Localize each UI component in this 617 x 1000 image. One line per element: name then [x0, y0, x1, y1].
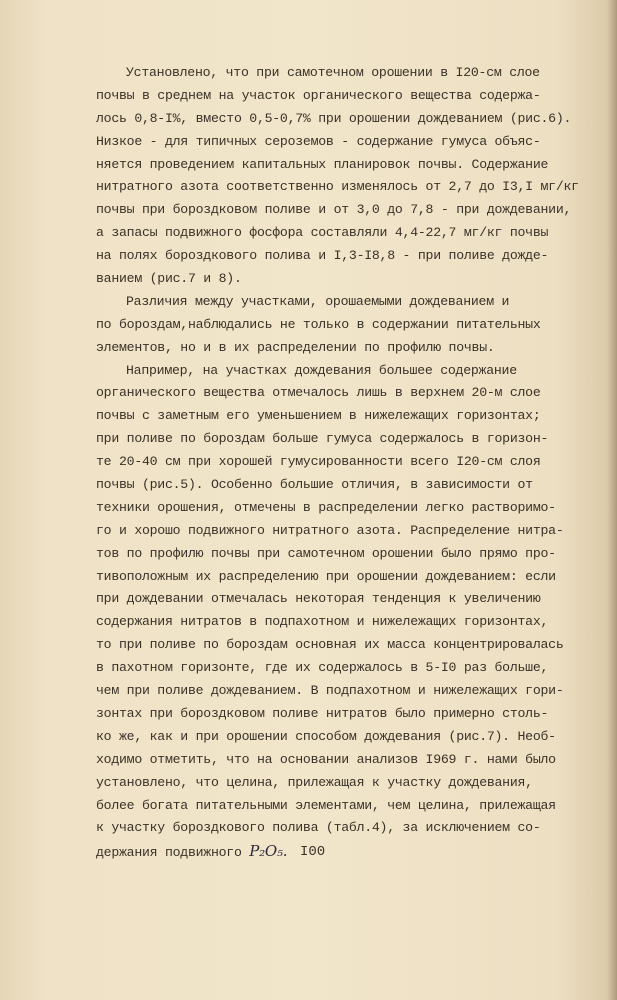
- text-line: в пахотном горизонте, где их содержалось в 5-I0 раз больше,: [96, 660, 549, 676]
- text-line: нитратного азота соответственно изменялось от 2,7 до I3,I мг/кг: [96, 179, 579, 195]
- body-text: [96, 62, 579, 863]
- text-line: Установлено, что при самотечном орошении в I20-см слое: [126, 65, 540, 80]
- text-line: при поливе по бороздам больше гумуса содержалось в горизон-: [96, 431, 549, 447]
- text-line: почвы при бороздковом поливе и от 3,0 до 7,8 - при дождевании,: [96, 202, 572, 218]
- text-line: тов по профилю почвы при самотечном орошении было прямо про-: [96, 545, 556, 561]
- text-line: зонтах при бороздковом поливе нитратов было примерно столь-: [96, 705, 549, 721]
- text-line: к участку бороздкового полива (табл.4), за исключением со-: [96, 820, 541, 836]
- text-line: почвы в среднем на участок органического вещества содержа-: [96, 87, 541, 103]
- text-line: то при поливе по бороздам основная их масса концентрировалась: [96, 637, 564, 653]
- text-line: техники орошения, отмечены в распределении легко растворимо-: [96, 499, 556, 515]
- text-line: почвы с заметным его уменьшением в нижележащих горизонтах;: [96, 408, 541, 424]
- page-spine-shadow: [607, 0, 617, 1000]
- text-line: при дождевании отмечалась некоторая тенденция к увеличению: [96, 591, 541, 607]
- text-line: Например, на участках дождевания большее содержание: [126, 362, 517, 378]
- text-line: няется проведением капитальных планировок почвы. Содержание: [96, 156, 549, 172]
- text-line: на полях бороздкового полива и I,3-I8,8 - при поливе дожде-: [96, 248, 549, 264]
- text-line: почвы (рис.5). Особенно большие отличия, в зависимости от: [96, 477, 533, 493]
- text-line: более богата питательными элементами, чем целина, прилежащая: [96, 797, 556, 813]
- page-number: I00: [300, 844, 326, 860]
- text-line: а запасы подвижного фосфора составляли 4,4-22,7 мг/кг почвы: [96, 225, 549, 241]
- text-line: ванием (рис.7 и 8).: [96, 271, 242, 287]
- text-line: те 20-40 см при хорошей гумусированности всего I20-см слоя: [96, 454, 541, 470]
- text-line-final: [96, 840, 576, 863]
- text-line: тивоположным их распределению при орошении дождеванием: если: [96, 568, 556, 584]
- text-line: Низкое - для типичных сероземов - содержание гумуса объяс-: [96, 133, 541, 149]
- text-line: установлено, что целина, прилежащая к участку дождевания,: [96, 774, 533, 790]
- text-line: по бороздам,наблюдались не только в содержании питательных: [96, 316, 541, 332]
- text-line: элементов, но и в их распределении по профилю почвы.: [96, 339, 495, 355]
- text-line: чем при поливе дождеванием. В подпахотном и нижележащих гори-: [96, 683, 564, 699]
- text-line: Различия между участками, орошаемыми дождеванием и: [126, 293, 510, 309]
- text-line: лось 0,8-I%, вместо 0,5-0,7% при орошении дождеванием (рис.6).: [96, 110, 572, 126]
- text-line: ходимо отметить, что на основании анализов I969 г. нами было: [96, 751, 556, 767]
- text-line: го и хорошо подвижного нитратного азота. Распределение нитра-: [96, 522, 564, 538]
- text-line: органического вещества отмечалось лишь в верхнем 20-м слое: [96, 385, 541, 401]
- text-line: содержания нитратов в подпахотном и нижележащих горизонтах,: [96, 614, 549, 630]
- text-line: ко же, как и при орошении способом дождевания (рис.7). Необ-: [96, 728, 556, 744]
- handwritten-formula: P₂O₅.: [249, 842, 288, 861]
- final-line-text: держания подвижного: [96, 845, 242, 861]
